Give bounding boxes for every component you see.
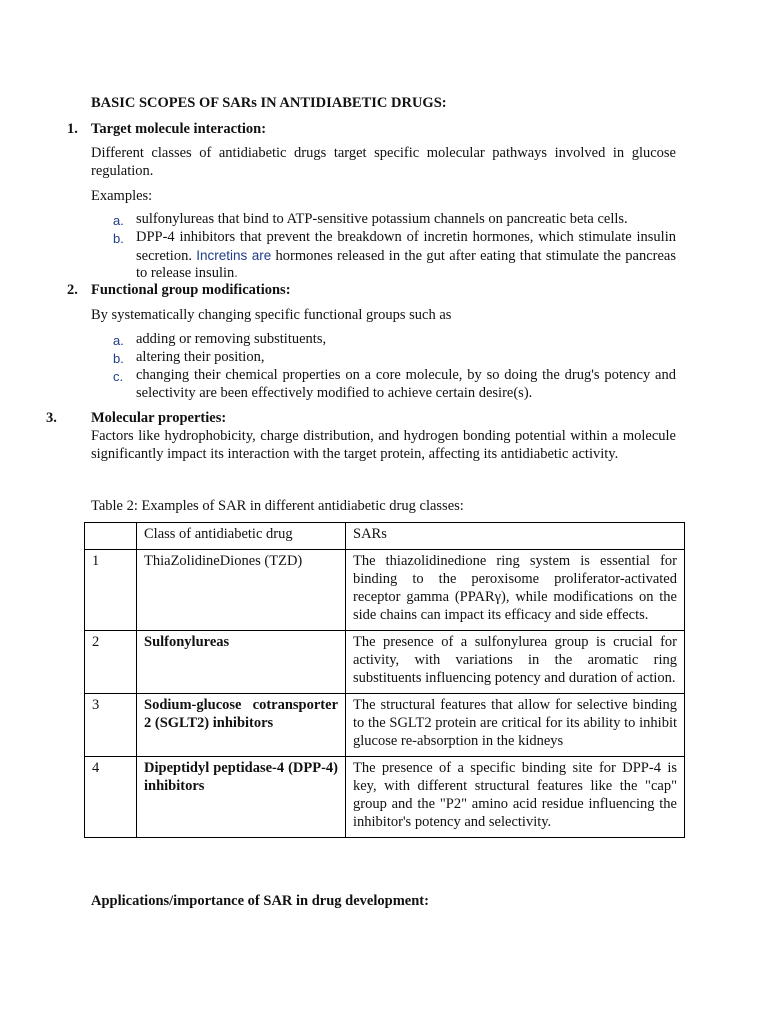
row-number: 4 bbox=[85, 757, 137, 838]
table-row bbox=[85, 757, 685, 838]
header-cell-class: Class of antidiabetic drug bbox=[137, 523, 346, 550]
row-number: 1 bbox=[85, 550, 137, 631]
list-item bbox=[136, 229, 676, 283]
list-item: sulfonylureas that bind to ATP-sensitive potassium channels on pancreatic beta cells. bbox=[136, 211, 628, 227]
list-marker: b. bbox=[113, 351, 124, 366]
table-caption: Table 2: Examples of SAR in different antidiabetic drug classes: bbox=[91, 498, 464, 514]
row-sar-text: The thiazolidinedione ring system is essential for binding to the peroxisome proliferator-activated receptor gamma (PPARγ), while modifications on the side chains can impact its efficacy and side effects. bbox=[346, 550, 685, 631]
row-sar-text: The presence of a specific binding site for DPP-4 is key, with different structural features like the "cap" group and the "P2" amino acid residue influencing the inhibitor's potency and selectivity. bbox=[346, 757, 685, 838]
table-row bbox=[85, 694, 685, 757]
table-row bbox=[85, 631, 685, 694]
section-2-number: 2. bbox=[67, 282, 78, 298]
section-2-paragraph: By systematically changing specific functional groups such as bbox=[91, 307, 452, 323]
row-number: 3 bbox=[85, 694, 137, 757]
examples-label: Examples: bbox=[91, 188, 153, 204]
list-marker: b. bbox=[113, 231, 124, 246]
row-drug-class: Dipeptidyl peptidase-4 (DPP-4) inhibitors bbox=[137, 757, 346, 838]
table-header-row bbox=[85, 523, 685, 550]
section-1-number: 1. bbox=[67, 121, 78, 137]
list-item-text: DPP-4 inhibitors that prevent the breakdown of incretin hormones, which stimulate insulin secretion. bbox=[136, 229, 676, 264]
section-3-paragraph: Factors like hydrophobicity, charge distribution, and hydrogen bonding potential within a molecule significantly impact its interaction with the target protein, affecting its antidiabetic activity. bbox=[91, 428, 676, 462]
header-cell-number bbox=[85, 523, 137, 550]
list-item: altering their position, bbox=[136, 349, 265, 365]
list-marker: a. bbox=[113, 213, 124, 228]
sar-table bbox=[84, 522, 685, 838]
row-sar-text: The presence of a sulfonylurea group is crucial for activity, with variations in the aromatic ring substituents influencing potency and duration of action. bbox=[346, 631, 685, 694]
row-drug-class: Sulfonylureas bbox=[137, 631, 346, 694]
list-item: adding or removing substituents, bbox=[136, 331, 327, 347]
row-number: 2 bbox=[85, 631, 137, 694]
applications-heading: Applications/importance of SAR in drug development: bbox=[91, 893, 429, 909]
section-3-title: Molecular properties: bbox=[91, 410, 227, 426]
section-1-title: Target molecule interaction: bbox=[91, 121, 267, 137]
list-item-end: . bbox=[234, 265, 238, 281]
table-row bbox=[85, 550, 685, 631]
section-1-paragraph: Different classes of antidiabetic drugs target specific molecular pathways involved in glucose regulation. bbox=[91, 145, 676, 179]
row-drug-class: Sodium-glucose cotransporter 2 (SGLT2) inhibitors bbox=[137, 694, 346, 757]
list-item-text: hormones released in the gut after eating that stimulate the pancreas to release insulin bbox=[136, 247, 677, 281]
row-sar-text: The structural features that allow for selective binding to the SGLT2 protein are critical for its ability to inhibit glucose re-absorption in the kidneys bbox=[346, 694, 685, 757]
list-marker: c. bbox=[113, 369, 124, 384]
header-cell-sars: SARs bbox=[346, 523, 685, 550]
list-item: changing their chemical properties on a core molecule, by so doing the drug's potency and selectivity are been effectively modified to achieve certain desire(s). bbox=[136, 367, 676, 401]
highlighted-text: Incretins are bbox=[196, 247, 272, 263]
row-drug-class: ThiaZolidineDiones (TZD) bbox=[137, 550, 346, 631]
list-marker: a. bbox=[113, 333, 124, 348]
section-3-number: 3. bbox=[46, 410, 57, 426]
section-2-title: Functional group modifications: bbox=[91, 282, 291, 298]
page-heading: BASIC SCOPES OF SARs IN ANTIDIABETIC DRUGS: bbox=[91, 95, 447, 111]
